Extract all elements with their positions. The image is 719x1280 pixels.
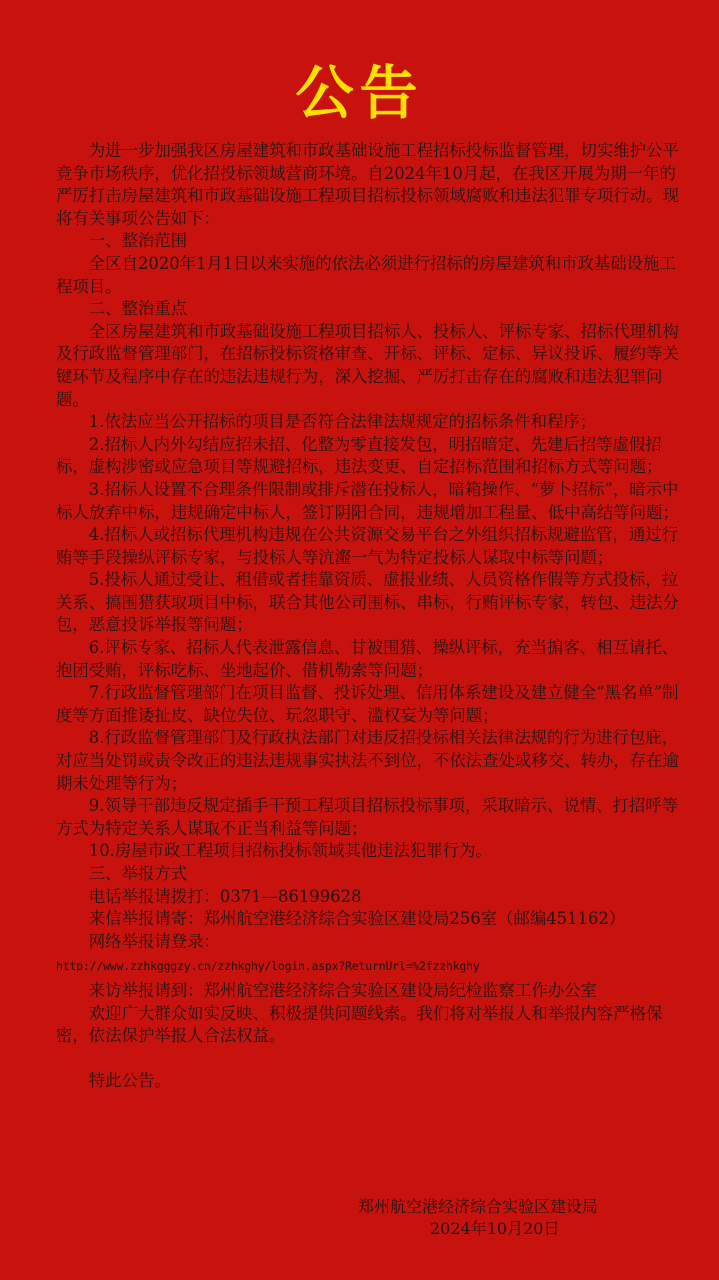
signature-date: 2024年10月20日 <box>430 1219 560 1238</box>
list-item: 6.评标专家、招标人代表泄露信息、甘被围猎、操纵评标，充当掮客、相互请托、抱团受贿，评标吃标、坐地起价、借机勒索等问题； <box>56 638 679 680</box>
list-item: 3.招标人设置不合理条件限制或排斥潜在投标人，暗箱操作、“萝卜招标”，暗示中标人放弃中标，违规确定中标人，签订阴阳合同，违规增加工程量、低中高结等问题； <box>56 479 679 522</box>
list-item: 9.领导干部违反规定插手干预工程项目招标投标事项，采取暗示、说情、打招呼等方式为特定关系人谋取不正当利益等问题； <box>56 796 679 838</box>
visit-report-line: 来访举报请到：郑州航空港经济综合实验区建设局纪检监察工作办公室 <box>88 980 597 1000</box>
closing-line: 特此公告。 <box>88 1070 171 1090</box>
list-item: 5.投标人通过受让、租借或者挂靠资质、虚报业绩、人员资格作假等方式投标，拉关系、搞围猎获取项目中标，联合其他公司围标、串标，行贿评标专家，转包、违法分包，恶意投诉举报等问题； <box>56 570 679 635</box>
list-item: 4.招标人或招标代理机构违规在公共资源交易平台之外组织招标规避监管，通过行贿等手段操纵评标专家，与投标人等沆瀣一气为特定投标人谋取中标等问题； <box>56 525 679 567</box>
section2-body: 全区房屋建筑和市政基础设施工程项目招标人、投标人、评标专家、招标代理机构及行政监督管理部门，在招标投标资格审查、开标、评标、定标、异议投诉、履约等关键环节及程序中存在的违法违规行为，深入挖掘、严厉打击存在的腐败和违法犯罪问题。 <box>56 321 679 409</box>
appeal-paragraph: 欢迎广大群众如实反映、积极提供问题线索。我们将对举报人和举报内容严格保密，依法保护举报人合法权益。 <box>56 1003 663 1046</box>
section1-heading: 一、整治范围 <box>88 231 188 251</box>
list-item: 1.依法应当公开招标的项目是否符合法律法规规定的招标条件和程序； <box>88 412 597 432</box>
list-item: 2.招标人内外勾结应招未招、化整为零直接发包，明招暗定、先建后招等虚假招标，虚构涉密或应急项目等规避招标，违法变更、自定招标范围和招标方式等问题； <box>56 434 663 477</box>
signature-org: 郑州航空港经济综合实验区建设局 <box>358 1197 599 1216</box>
mail-report-line: 来信举报请寄：郑州航空港经济综合实验区建设局256室（邮编451162） <box>88 909 626 929</box>
list-item: 7.行政监督管理部门在项目监督、投诉处理、信用体系建设及建立健全“黑名单”制度等方面推诿扯皮、缺位失位、玩忽职守、滥权妄为等问题； <box>56 683 679 725</box>
web-report-url: http://www.zzhkgggzy.cn/zzhkghy/login.aspx?ReturnUrl=%2fzzhkghy <box>56 959 480 974</box>
spacer <box>56 1048 688 1070</box>
section3-heading: 三、举报方式 <box>88 864 188 883</box>
signature-block <box>358 1196 598 1240</box>
section1-body: 全区自2020年1月1日以来实施的依法必须进行招标的房屋建筑和市政基础设施工程项目。 <box>56 253 676 296</box>
page-title: 公告 <box>295 59 424 127</box>
intro-paragraph: 为进一步加强我区房屋建筑和市政基础设施工程招标投标监督管理，切实维护公平竞争市场秩序，优化招投标领域营商环境。自2024年10月起，在我区开展为期一年的严厉打击房屋建筑和市政基础设施工程项目招标投标领域腐败和违法犯罪专项行动。现将有关事项公告如下： <box>56 141 679 228</box>
list-item: 10.房屋市政工程项目招标投标领域其他违法犯罪行为。 <box>88 841 492 861</box>
section2-heading: 二、整治重点 <box>88 299 188 319</box>
web-report-label: 网络举报请登录： <box>88 931 220 951</box>
announcement-body <box>56 140 688 1092</box>
list-item: 8.行政监督管理部门及行政执法部门对违反招投标相关法律法规的行为进行包庇，对应当处罚或责令改正的违法违规事实执法不到位，不依法查处或移交、转办，存在逾期未处理等行为； <box>56 728 679 793</box>
phone-report-line: 电话举报请拨打：0371—86199628 <box>88 886 362 906</box>
